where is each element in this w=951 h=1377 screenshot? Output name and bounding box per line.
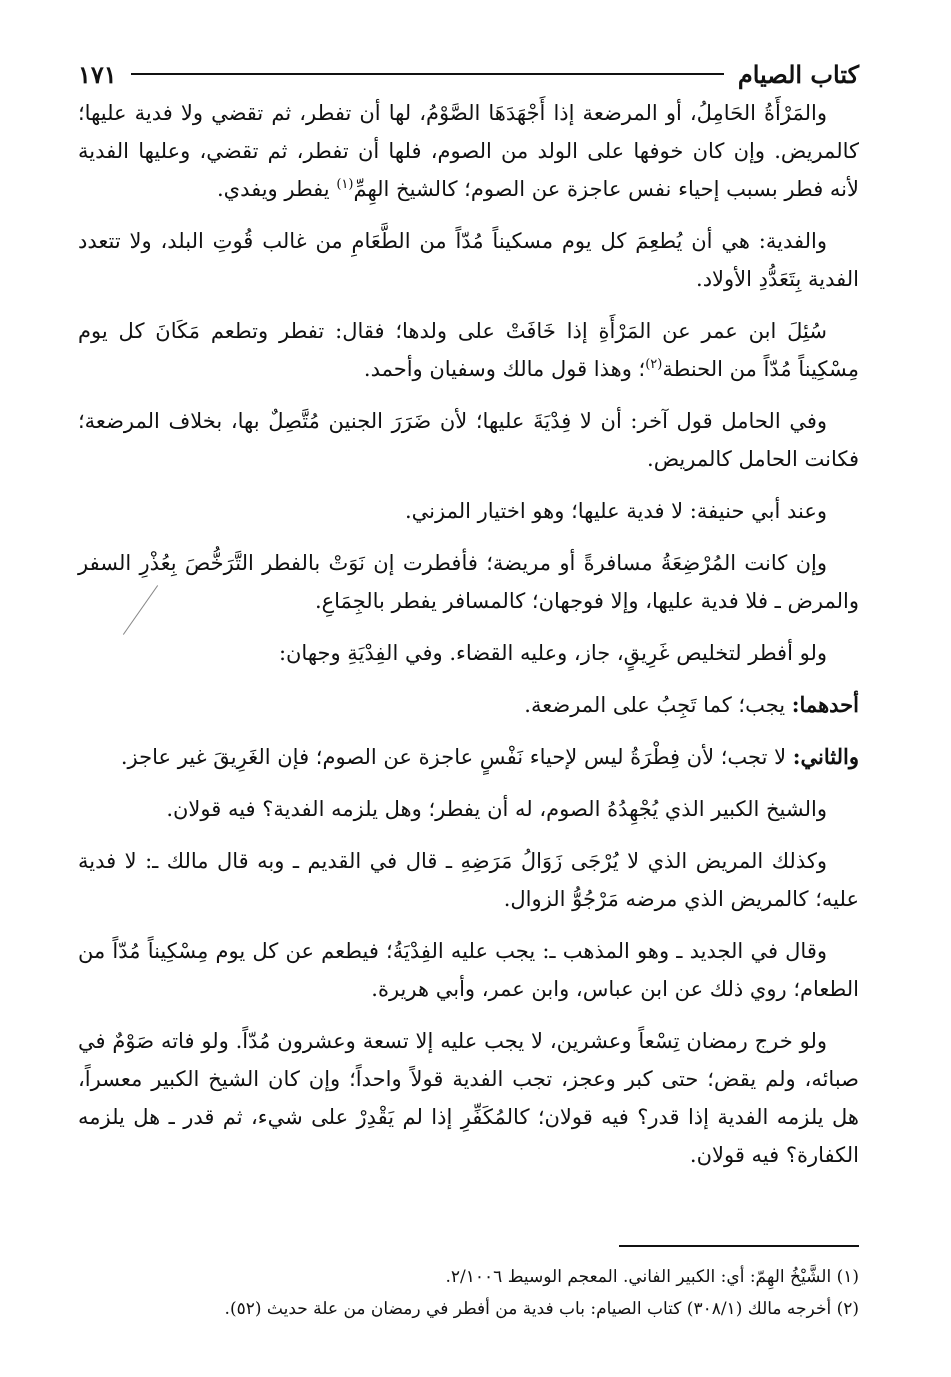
chapter-title: كتاب الصيام (737, 59, 859, 89)
header-rule (131, 73, 724, 75)
main-text (78, 94, 859, 1174)
paragraph: والشيخ الكبير الذي يُجْهِدُهُ الصوم، له أن يفطر؛ وهل يلزمه الفدية؟ فيه قولان. (166, 797, 827, 821)
paragraph: وعند أبي حنيفة: لا فدية عليها؛ وهو اختيار المزني. (404, 499, 827, 523)
paragraph: سُئِلَ ابن عمر عن المَرْأَةِ إذا خَافَتْ على ولدها؛ فقال: تفطر وتطعم مَكَانَ كل يوم مِسْكِيناً مُدّاً من الحنطة$^{(٢)}$؛ وهذا قول مالك وسفيان وأحمد. (78, 319, 859, 381)
footnotes (78, 1245, 859, 1325)
paragraph: والمَرْأَةُ الحَامِلُ، أو المرضعة إذا أَجْهَدَهَا الصَّوْمُ، لها أن تفطر، ثم تقضي ولا فدية عليها؛ كالمريض. وإن كان خوفها على الولد من الصوم، فلها أن تفطر، ثم تقضي، وعليها الفدية لأنه فطر بسبب إحياء نفس عاجزة عن الصوم؛ كالشيخ الهِمِّ$^{(١)}$ يفطر ويفدي. (78, 101, 859, 201)
paragraph: ولو أفطر لتخليص غَرِيقٍ، جاز، وعليه القضاء. وفي الفِدْيَةِ وجهان: (278, 641, 827, 665)
page-number: ١٧١ (78, 59, 117, 89)
paragraph: وإن كانت المُرْضِعَةُ مسافرةً أو مريضة؛ فأفطرت إن نَوَتْ بالفطر التَّرَخُّصَ بِعُذْرِ السفر والمرض ـ فلا فدية عليها، وإلا فوجهان؛ كالمسافر يفطر بالجِمَاعِ. (78, 551, 859, 613)
paragraph: والفدية: هي أن يُطعِمَ كل يوم مسكيناً مُدّاً من الطَّعَامِ من غالب قُوتِ البلد، ولا تتعدد الفدية بِتَعَدُّدِ الأولاد. (78, 229, 859, 291)
page-header (78, 54, 859, 94)
paragraph: وفي الحامل قول آخر: أن لا فِدْيَةَ عليها؛ لأن ضَرَرَ الجنين مُتَّصِلٌ بها، بخلاف المرضعة؛ فكانت الحامل كالمريض. (78, 409, 859, 471)
paragraph-lead: والثاني: (792, 744, 859, 769)
footnote-ref[interactable]: (١) (336, 177, 354, 192)
paragraph: ولو خرج رمضان تِسْعاً وعشرين، لا يجب عليه إلا تسعة وعشرون مُدّاً. ولو فاته صَوْمٌ في صبائه، ولم يقض؛ حتى كبر وعجز، تجب الفدية قولاً واحداً؛ وإن كان الشيخ الكبير معسراً، هل يلزمه الفدية إذا قدر؟ فيه قولان؛ كالمُكَفِّرِ إذا لم يَقْدِرْ على شيء، ثم قدر ـ هل يلزمه الكفارة؟ فيه قولان. (78, 1029, 859, 1167)
paragraph-lead: أحدهما: (791, 692, 859, 717)
footnote-ref[interactable]: (٢) (645, 357, 663, 372)
footnote: (٢) أخرجه مالك (٣٠٨/١) كتاب الصيام: باب فدية من أفطر في رمضان من علة حديث (٥٢). (224, 1299, 859, 1319)
paragraph: أحدهما: يجب؛ كما تَجِبُ على المرضعة. (524, 692, 859, 717)
paragraph: وكذلك المريض الذي لا يُرْجَى زَوَالُ مَرَضِهِ ـ قال في القديم ـ وبه قال مالك ـ: لا فدية عليه؛ كالمريض الذي مرضه مَرْجُوُّ الزوال. (78, 849, 859, 911)
footnote-rule (619, 1245, 859, 1247)
paragraph: والثاني: لا تجب؛ لأن فِطْرَةُ ليس لإحياء نَفْسٍ عاجزة عن الصوم؛ فإن الغَرِيقَ غير عاجز. (120, 744, 859, 769)
footnote: (١) الشَّيْخُ الهِمّ: أي: الكبير الفاني. المعجم الوسيط ٢/١٠٠٦. (445, 1267, 859, 1287)
paragraph: وقال في الجديد ـ وهو المذهب ـ: يجب عليه الفِدْيَةُ؛ فيطعم عن كل يوم مِسْكِيناً مُدّاً من الطعام؛ روي ذلك عن ابن عباس، وابن عمر، وأبي هريرة. (78, 939, 859, 1001)
